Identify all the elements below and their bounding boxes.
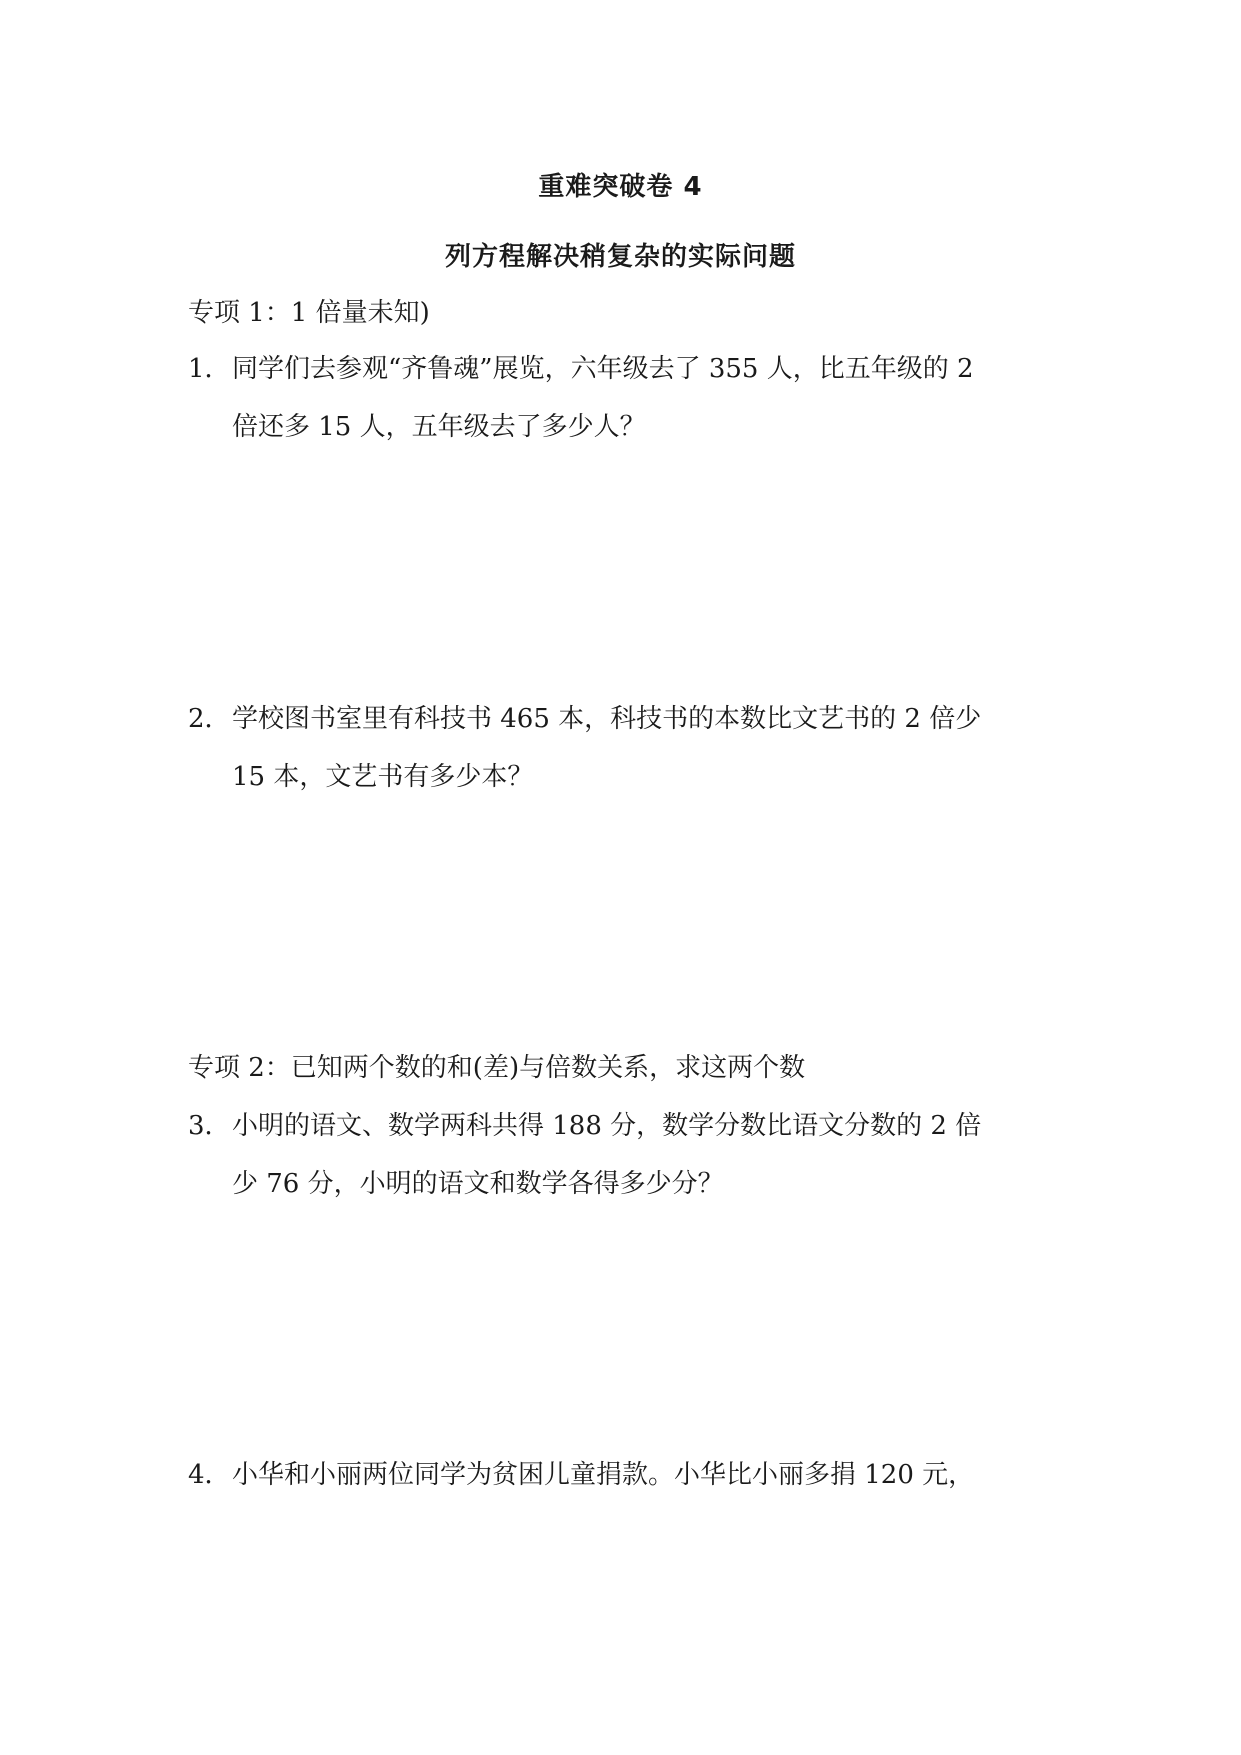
question-text-line-2: 少 76 分，小明的语文和数学各得多少分？ bbox=[232, 1169, 724, 1199]
question-number: 4． bbox=[188, 1460, 231, 1490]
question-number: 2． bbox=[188, 704, 231, 734]
question-text-line-1: 小明的语文、数学两科共得 188 分，数学分数比语文分数的 2 倍 bbox=[232, 1111, 982, 1141]
question-text-line-1: 学校图书室里有科技书 465 本，科技书的本数比文艺书的 2 倍少 bbox=[232, 704, 982, 734]
question-text-line-2: 倍还多 15 人，五年级去了多少人？ bbox=[232, 412, 646, 442]
section-2-heading: 专项 2：已知两个数的和(差)与倍数关系，求这两个数 bbox=[188, 1053, 806, 1083]
page-title: 重难突破卷 4 bbox=[538, 172, 703, 202]
question-text-line-2: 15 本，文艺书有多少本？ bbox=[232, 762, 534, 792]
question-text-line-1: 小华和小丽两位同学为贫困儿童捐款。小华比小丽多捐 120 元， bbox=[232, 1460, 975, 1490]
question-number: 1． bbox=[188, 354, 231, 384]
question-number: 3． bbox=[188, 1111, 231, 1141]
section-1-heading: 专项 1：1 倍量未知) bbox=[188, 298, 430, 328]
question-text-line-1: 同学们去参观“齐鲁魂”展览，六年级去了 355 人，比五年级的 2 bbox=[232, 354, 974, 384]
page-subtitle: 列方程解决稍复杂的实际问题 bbox=[444, 242, 796, 272]
